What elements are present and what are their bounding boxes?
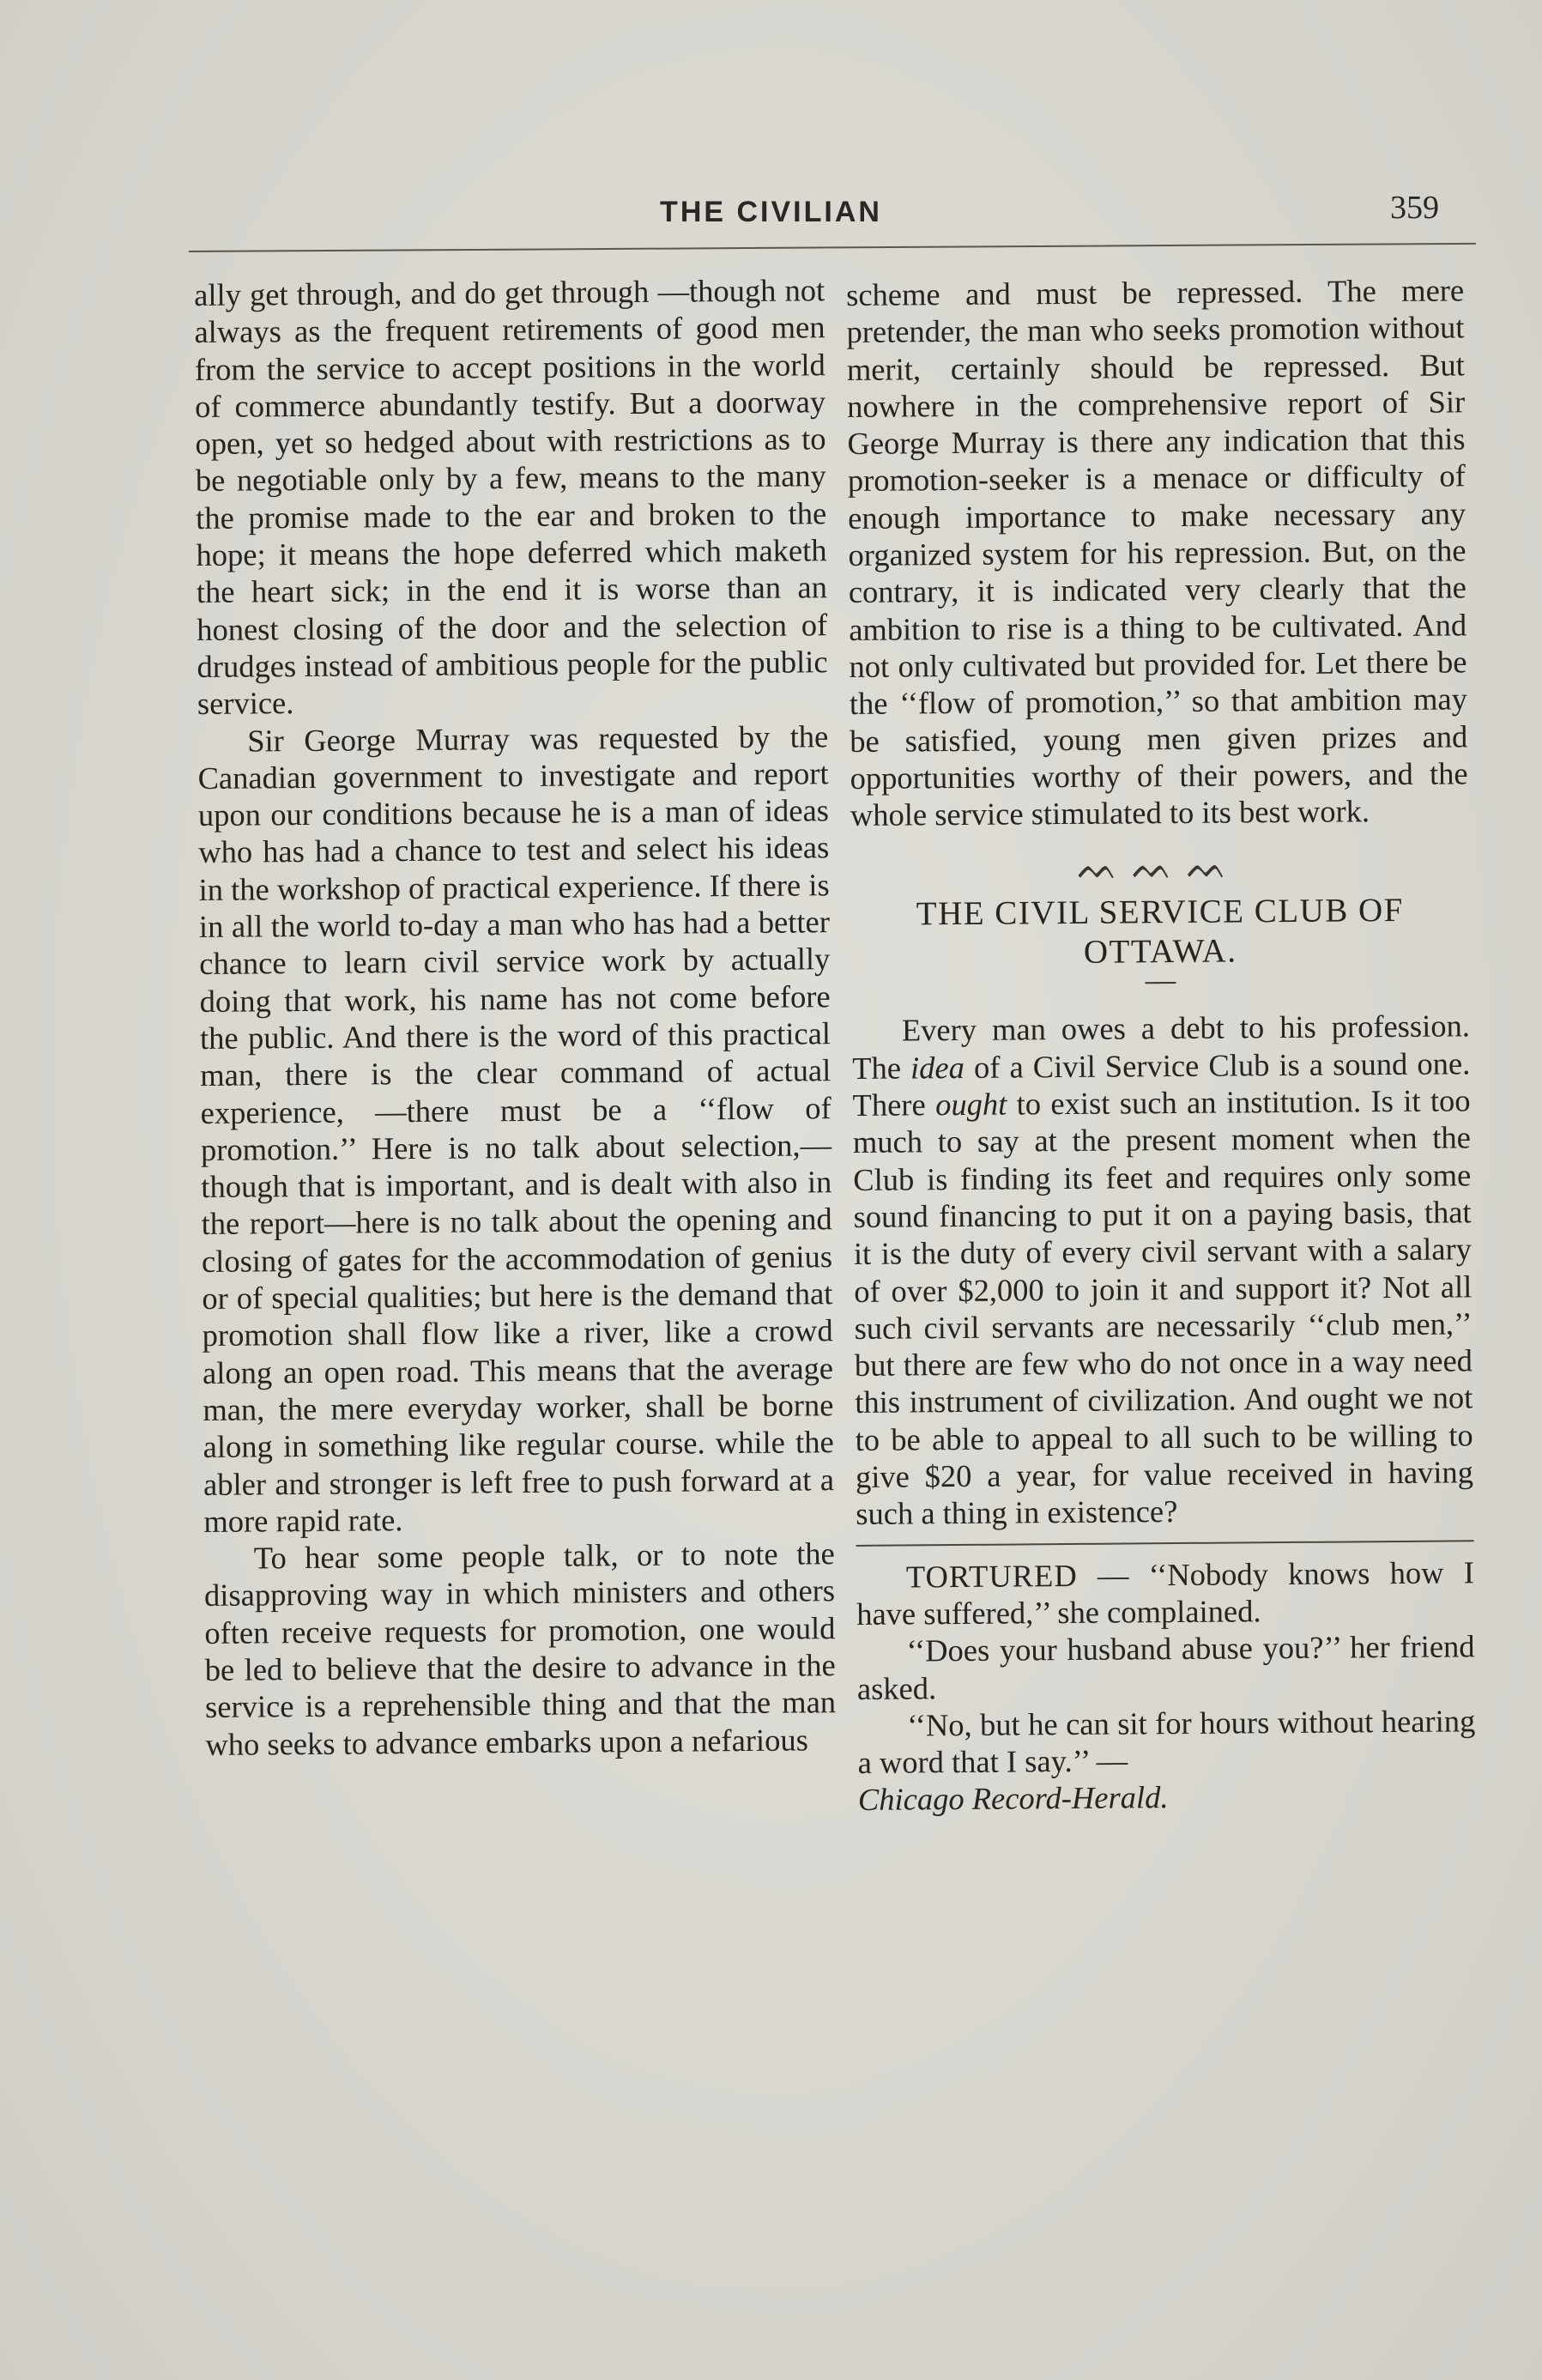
heading-divider: [1145, 982, 1176, 984]
left-paragraph-2: Sir George Murray was requested by the Canadian government to investigate and report upon our conditions because he is a man of ideas who has had a chance to test and select his ideas in the workshop of practical experience. If there is in all the world to-day a man who has had a better chance to learn civil service work by actually doing that work, his name has not come before the public. And there is the word of this practical man, there is the clear command of actual experience, —there must be a ‘‘flow of promotion.’’ Here is no talk about selection,—though that is important, and is dealt with also in the report—here is no talk about the opening and closing of gates for the accommodation of genius or of special qualities; but here is the demand that promotion shall flow like a river, like a crowd along an open road. This means that the average man, the mere everyday worker, shall be borne along in something like regular course. while the abler and stronger is left free to push forward at a more rapid rate.: [197, 718, 835, 1539]
tortured-label: TORTURED: [905, 1557, 1078, 1595]
section-ornament: ᨓᨓᨓ: [1077, 846, 1243, 887]
emphasis-idea: idea: [910, 1049, 965, 1086]
club-paragraph: Every man owes a debt to his profession. The idea of a Civil Service Club is a sound one. There ought to exist such an institution. Is it too much to say at the present moment when the Club is finding its feet and requires only some sound financing to put it on a paying basis, that it is the duty of every civil servant with a salary of over $2,000 to join it and support it? Not all such civil servants are necessarily ‘‘club men,’’ but there are few who do not once in a way need this instrument of civilization. And ought we not to be able to appeal to all such to be willing to give $20 a year, for value received in having such a thing in existence?: [852, 1008, 1474, 1532]
attribution: Chicago Record-Herald.: [857, 1779, 1169, 1818]
left-paragraph-1: ally get through, and do get through —though not always as the frequent retirements of good men from the service to accept positions in the world of commerce abundantly testify. But a doorway open, yet so hedged about with restrictions as to be negotiable only by a few, means to the many the promise made to the ear and broken to the hope; it means the hope deferred which maketh the heart sick; in the end it is worse than an honest closing of the door and the selection of drudges instead of ambitious people for the public service.: [194, 272, 828, 722]
running-header-title: THE CIVILIAN: [660, 196, 882, 228]
right-column: [846, 271, 1476, 1818]
left-paragraph-3: To hear some people talk, or to note the disapproving way in which ministers and others often receive requests for promotion, one would be led to believe that the desire to advance in the service is a reprehensible thing and that the man who seeks to advance embarks upon a nefarious: [203, 1535, 837, 1762]
section-divider: [856, 1540, 1474, 1547]
header-rule: [189, 243, 1476, 252]
page-number: 359: [1390, 190, 1439, 226]
tortured-paragraph-1: TORTURED — ‘‘Nobody knows how I have suffered,’’ she complained.: [856, 1553, 1475, 1632]
tortured-paragraph-3: ‘‘No, but he can sit for hours without hearing a word that I say.’’ —: [857, 1703, 1476, 1781]
right-paragraph-1: scheme and must be repressed. The mere pretender, the man who seeks promotion without merit, certainly should be repressed. But nowhere in the comprehensive report of Sir George Murray is there any indication that this promotion-seeker is a menace or difficulty of enough importance to make necessary any organized system for his repression. But, on the contrary, it is indicated very clearly that the ambition to rise is a thing to be cultivated. And not only cultivated but provided for. Let there be the ‘‘flow of promotion,’’ so that ambition may be satisfied, young men given prizes and opportunities worthy of their powers, and the whole service stimulated to its best work.: [846, 272, 1468, 833]
tortured-paragraph-2: ‘‘Does your husband abuse you?’’ her friend asked.: [856, 1628, 1475, 1706]
left-column: [194, 271, 837, 1763]
section-heading: THE CIVIL SERVICE CLUB OF OTTAWA.: [916, 892, 1405, 972]
emphasis-ought: ought: [934, 1086, 1007, 1123]
